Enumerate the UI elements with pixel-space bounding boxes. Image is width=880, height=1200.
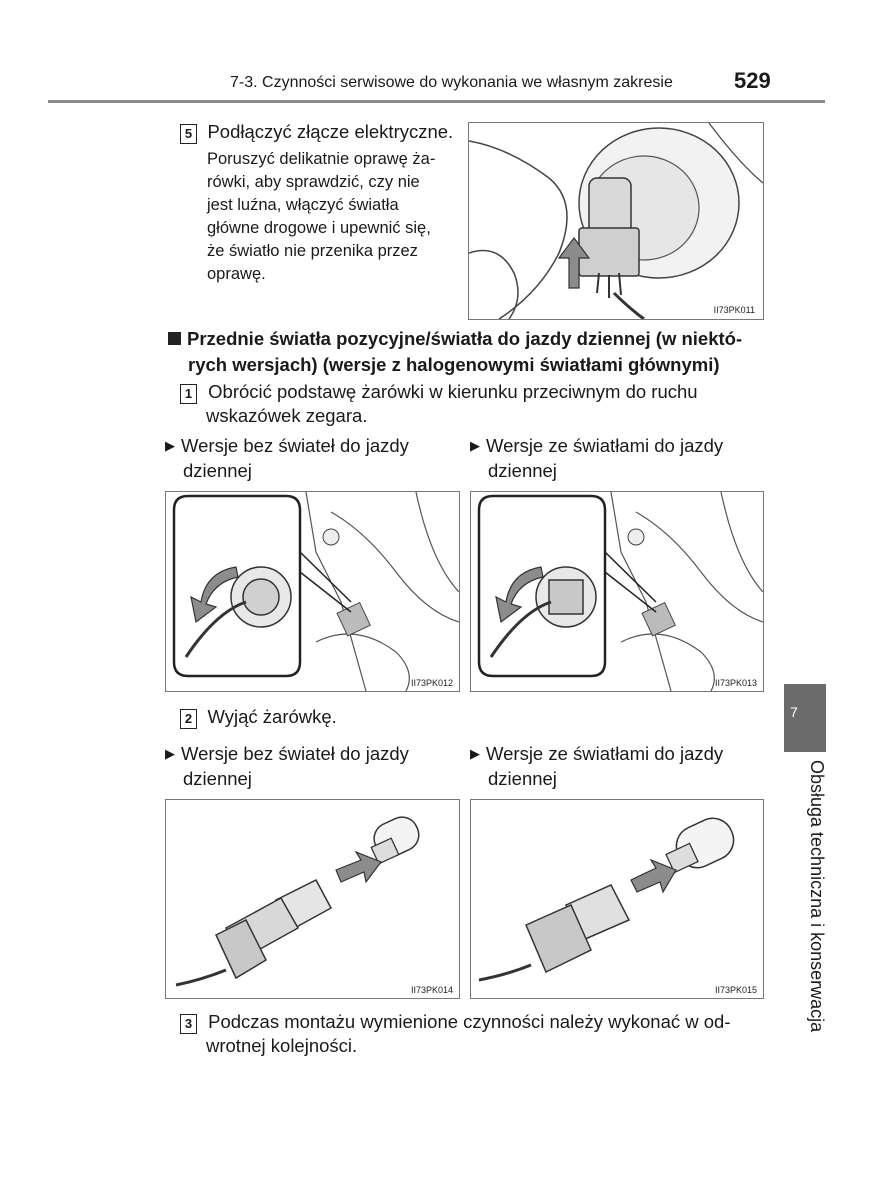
step-2 [180,706,337,729]
variant-label-right [470,433,723,483]
variant-label-line: dziennej [488,768,557,789]
figure-code: II73PK015 [714,985,757,995]
variant-label-line: dziennej [183,768,252,789]
figure-code: II73PK013 [714,678,757,688]
step-2-text: Wyjąć żarówkę. [207,706,337,727]
step-5-line: jest luźna, włączyć światła [207,196,399,214]
right-triangle-icon: ▶ [470,438,480,453]
step-3-line: wrotnej kolejności. [206,1035,358,1056]
black-square-icon [168,332,181,345]
figure-connector [468,122,764,320]
step-number-badge: 3 [180,1014,197,1034]
variant-label-line: Wersje ze światłami do jazdy [486,435,724,456]
step-3 [180,1010,765,1058]
step-1-line: wskazówek zegara. [206,405,368,426]
figure-code: II73PK012 [410,678,453,688]
right-triangle-icon: ▶ [165,746,175,761]
figure-remove-bulb-drl [470,799,764,999]
section-heading-line: rych wersjach) (wersje z halogenowymi światłami głównymi) [188,354,720,375]
step-5-heading [180,121,453,144]
step-5-line: Poruszyć delikatnie oprawę ża- [207,150,436,168]
step-5-line: rówki, aby sprawdzić, czy nie [207,173,420,191]
chapter-label: Obsługa techniczna i konserwacja [807,760,827,1033]
step-5-line: główne drogowe i upewnić się, [207,219,431,237]
step-5-line: że światło nie przenika przez [207,242,418,260]
variant-label-right [470,741,723,791]
right-triangle-icon: ▶ [470,746,480,761]
right-triangle-icon: ▶ [165,438,175,453]
figure-code: II73PK011 [713,305,755,315]
step-number-badge: 5 [180,124,197,144]
figure-rotate-socket-no-drl [165,491,460,692]
step-number-badge: 1 [180,384,197,404]
variant-label-left [165,741,409,791]
running-header: 7-3. Czynności serwisowe do wykonania we własnym zakresie [230,74,673,91]
figure-code: II73PK014 [410,985,453,995]
step-5-line: oprawę. [207,265,266,283]
variant-label-line: Wersje bez świateł do jazdy [181,743,409,764]
step-3-line: Podczas montażu wymienione czynności należy wykonać w od- [208,1011,731,1032]
step-number-badge: 2 [180,709,197,729]
chapter-number: 7 [790,704,798,720]
section-heading [168,326,742,378]
figure-remove-bulb-no-drl [165,799,460,999]
figure-rotate-socket-drl [470,491,764,692]
header-divider [48,100,825,103]
variant-label-left [165,433,409,483]
variant-label-line: Wersje bez świateł do jazdy [181,435,409,456]
step-1-line: Obrócić podstawę żarówki w kierunku przeciwnym do ruchu [208,381,698,402]
variant-label-line: Wersje ze światłami do jazdy [486,743,724,764]
step-1 [180,380,765,428]
page-number: 529 [734,68,771,93]
step-5-title: Podłączyć złącze elektryczne. [207,121,454,142]
variant-label-line: dziennej [488,460,557,481]
step-5-description [207,148,453,286]
section-heading-line: Przednie światła pozycyjne/światła do jazdy dziennej (w niektó- [187,328,743,349]
variant-label-line: dziennej [183,460,252,481]
